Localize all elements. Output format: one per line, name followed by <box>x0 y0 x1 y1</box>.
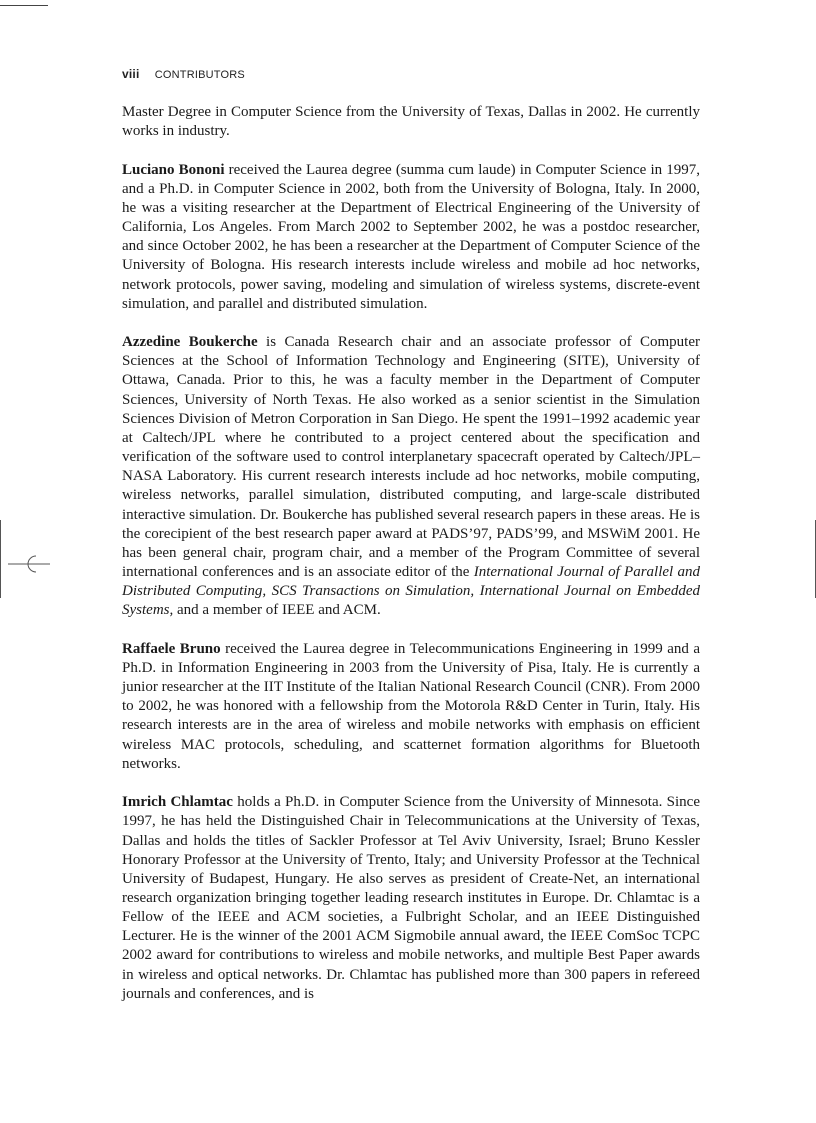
page-number: viii <box>122 67 140 81</box>
contributor-name: Raffaele Bruno <box>122 640 221 657</box>
crop-mark-top-left <box>0 5 48 6</box>
bio-bruno <box>122 640 700 774</box>
crop-mark-left <box>0 520 1 598</box>
bio-chlamtac <box>122 793 700 1004</box>
contributor-name: Imrich Chlamtac <box>122 794 233 811</box>
bio-text: received the Laurea degree (summa cum laude) in Computer Science in 1997, and a Ph.D. in Computer Science in 2002, both from the University of Bologna, Italy. In 2000, he was a visiting researcher at the Department of Electrical Engineering of the University of California, Los Angeles. From March 2002 to September 2002, he was a postdoc researcher, and since October 2002, he has been a researcher at the Department of Computer Science of the University of Bologna. His research interests include wireless and mobile ad hoc networks, network protocols, power saving, modeling and simulation of wireless systems, discrete-event simulation, and parallel and distributed simulation. <box>122 161 700 312</box>
bio-text: received the Laurea degree in Telecommunications Engineering in 1999 and a Ph.D. in Information Engineering in 2003 from the University of Pisa, Italy. He is currently a junior researcher at the IIT Institute of the Italian National Research Council (CNR). From 2000 to 2002, he was honored with a fellowship from the Motorola R&D Center in Turin, Italy. His research interests are in the area of wireless and mobile networks with emphasis on efficient wireless MAC protocols, scheduling, and scatternet formation algorithms for Bluetooth networks. <box>122 640 701 772</box>
bio-text: is Canada Research chair and an associate professor of Computer Sciences at the School of Information Technology and Engineering (SITE), University of Ottawa, Canada. Prior to this, he was a faculty member in the Department of Computer Sciences, University of North Texas. He also worked as a senior scientist in the Simulation Sciences Division of Metron Corporation in San Diego. He spent the 1991–1992 academic year at Caltech/JPL where he contributed to a project centered about the specification and verification of the software used to control interplanetary spacecraft operated by Caltech/JPL–NASA Laboratory. His current research interests include ad hoc networks, mobile computing, wireless networks, parallel simulation, distributed computing, and large-scale distributed interactive simulation. Dr. Boukerche has published several research papers in these areas. He is the corecipient of the best research paper award at PADS’97, PADS’99, and MSWiM 2001. He has been general chair, program chair, and a member of the Program Committee of several international conferences and is an associate editor of the <box>122 334 700 581</box>
bio-bononi <box>122 161 700 314</box>
bio-text: holds a Ph.D. in Computer Science from the University of Minnesota. Since 1997, he has held the Distinguished Chair in Telecommunications at the University of Texas, Dallas and holds the titles of Sackler Professor at Tel Aviv University, Israel; Bruno Kessler Honorary Professor at the University of Trento, Italy; and University Professor at the Technical University of Budapest, Hungary. He also serves as president of Create-Net, an international research organization bringing together leading research institutes in Europe. Dr. Chlamtac is a Fellow of the IEEE and ACM societies, a Fulbright Scholar, and an IEEE Distinguished Lecturer. He is the winner of the 2001 ACM Sigmobile annual award, the IEEE ComSoc TCPC 2002 award for contributions to wireless and mobile networks, and multiple Best Paper awards in wireless and optical networks. Dr. Chlamtac has published more than 300 papers in refereed journals and conferences, and is <box>122 794 701 1002</box>
journal-titles: International Journal of Parallel and Distributed Computing, SCS Transactions on Simulation, International Journal on Embedded Systems, <box>122 564 700 619</box>
contributors-text <box>122 103 700 1023</box>
bio-boukerche <box>122 333 700 620</box>
paragraph-text: Master Degree in Computer Science from the University of Texas, Dallas in 2002. He currently works in industry. <box>122 104 700 140</box>
contributor-name: Luciano Bononi <box>122 161 225 178</box>
bio-text-end: and a member of IEEE and ACM. <box>173 602 381 619</box>
contributor-name: Azzedine Boukerche <box>122 334 258 351</box>
registration-mark-icon <box>8 552 50 576</box>
running-head <box>122 67 245 81</box>
paragraph-continuation <box>122 103 700 141</box>
section-title: CONTRIBUTORS <box>154 69 245 81</box>
